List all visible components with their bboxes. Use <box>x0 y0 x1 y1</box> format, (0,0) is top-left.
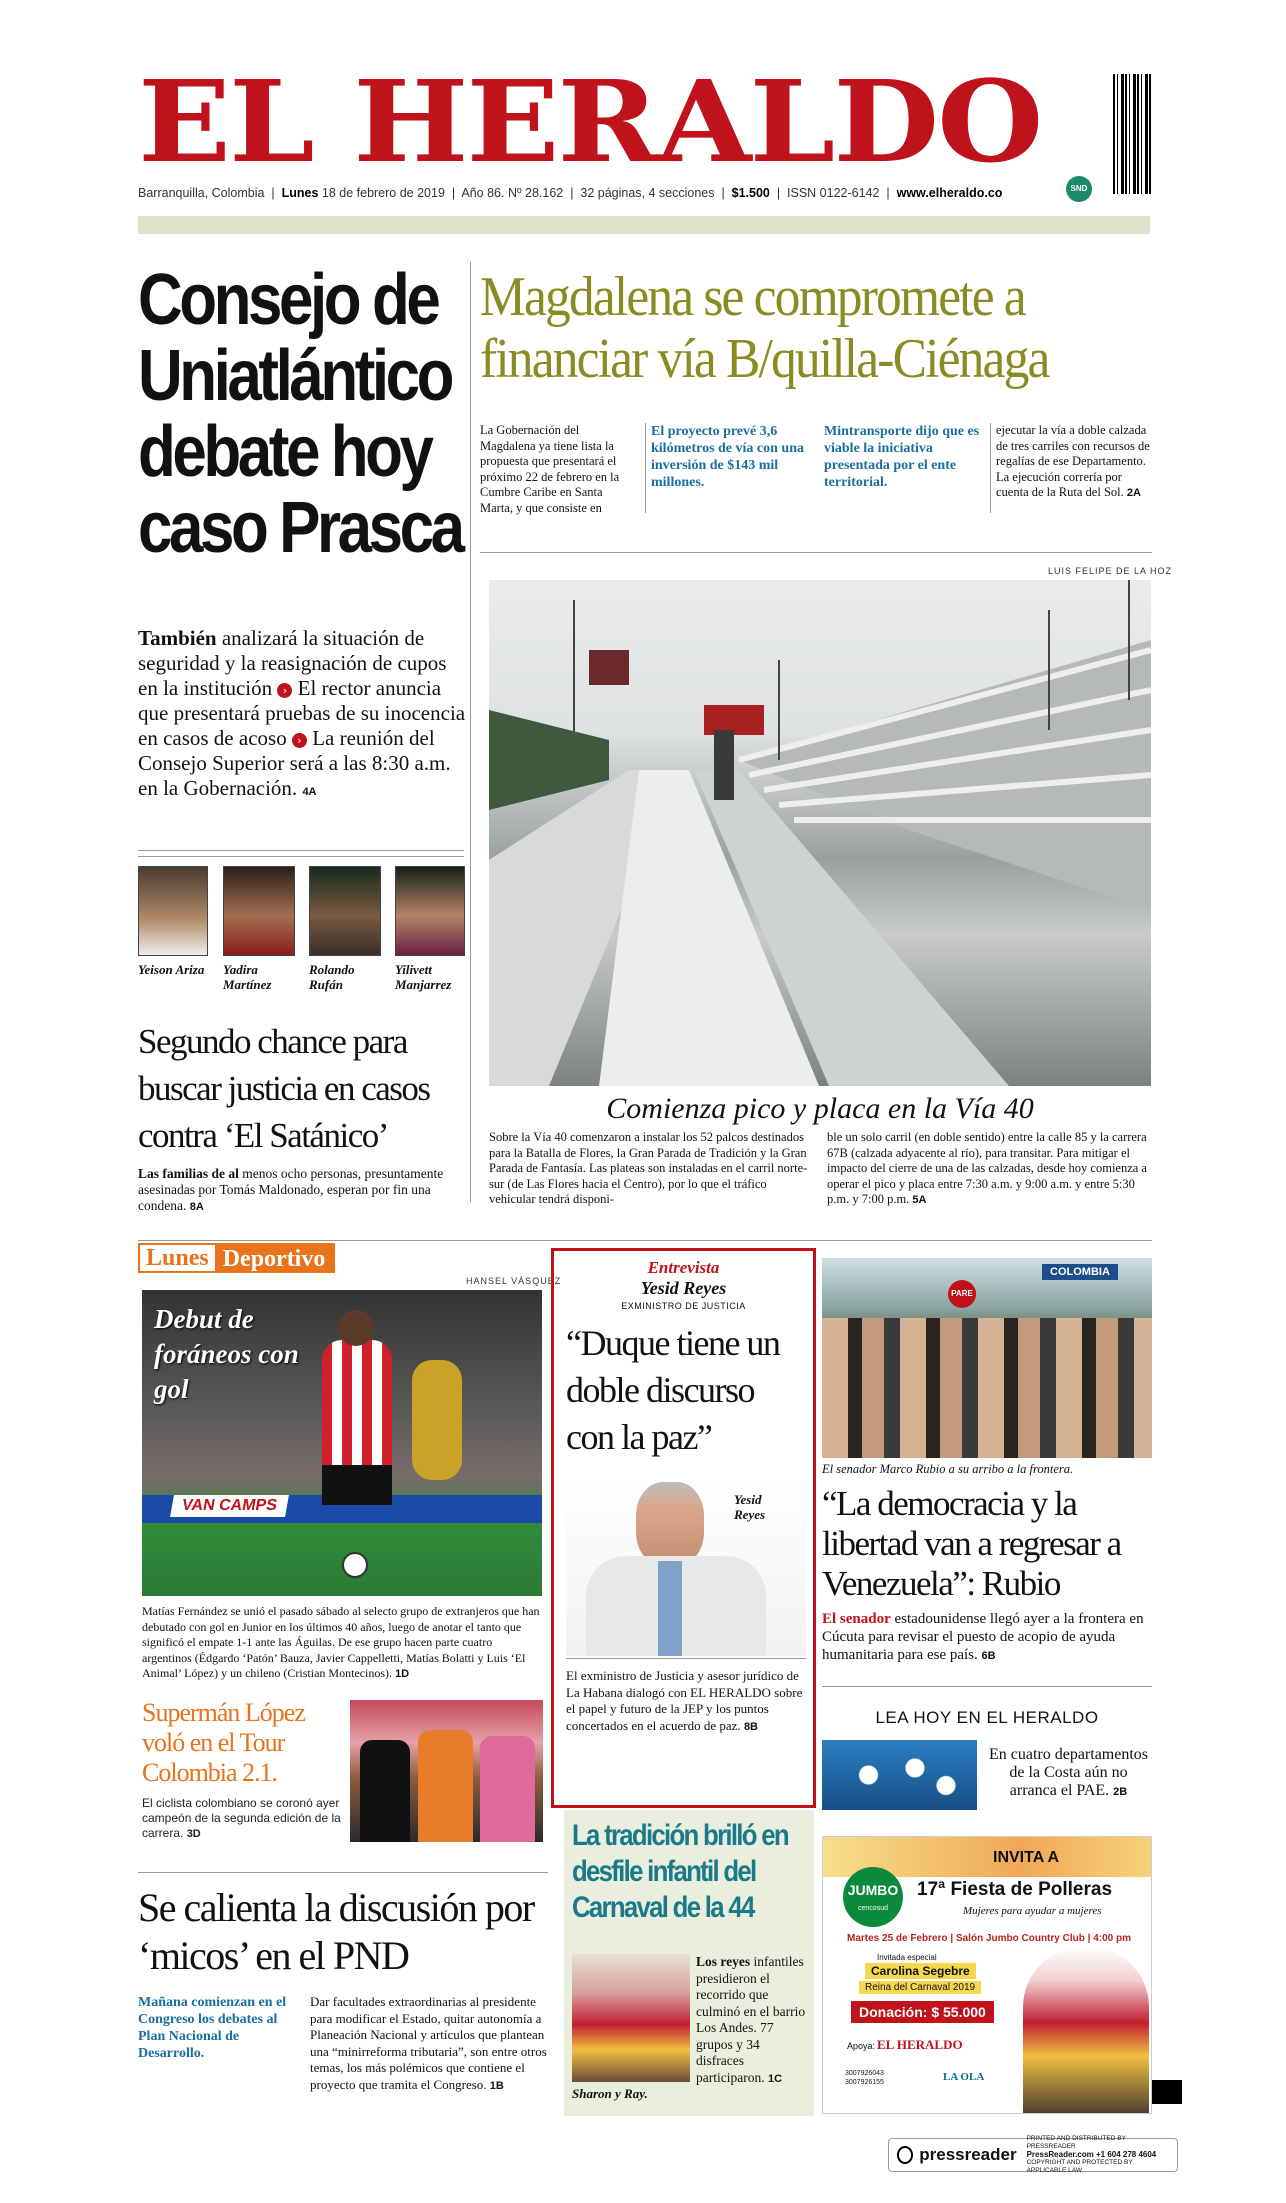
victim-photo <box>395 866 465 956</box>
carnaval-headline[interactable]: La tradición brilló en desfile infantil del Carnaval de la 44 <box>572 1819 788 1924</box>
carnaval-photo[interactable] <box>572 1954 690 2082</box>
snd-logo: SND <box>1066 176 1092 202</box>
arrow-icon: › <box>292 733 307 748</box>
interview-body: El exministro de Justicia y asesor jurídico de La Habana dialogó con EL HERALDO sobre el papel y futuro de la JEP y los puntos concertados en el acuerdo de paz. 8B <box>566 1668 803 1733</box>
carnaval-body: Los reyes infantiles presidieron el recorrido que culminó en el barrio Los Andes. 77 grupos y 34 disfraces participaron. 1C <box>696 1954 806 2085</box>
edition: Año 86. Nº 28.162 <box>461 186 564 200</box>
victim-photo <box>309 866 381 956</box>
victim-photo <box>223 866 295 956</box>
deportivo-photo-title: Debut de foráneos con gol <box>154 1304 299 1404</box>
arrow-icon: › <box>277 683 292 698</box>
photo-credit: HANSEL VÁSQUEZ <box>466 1276 562 1286</box>
date: 18 de febrero de 2019 <box>321 186 445 200</box>
rubio-caption: El senador Marco Rubio a su arribo a la frontera. <box>822 1462 1074 1476</box>
magdalena-col4: ejecutar la vía a doble calzada de tres carriles con recursos de regalías de ese Departamento. La ejecución correría por cuenta de la Ruta del Sol. 2A <box>996 423 1150 499</box>
deportivo-caption: Matías Fernández se unió el pasado sábado al selecto grupo de extranjeros que han debutado con gol en Junior en los últimos 40 años, luego de anotar el tanto que significó el empate 1-1 ante las Águilas. De ese grupo hacen parte cuatro argentinos (Édgardo ‘Patón’ Bauza, Javier Cappelletti, Matías Bolatti y Luis ‘El Animal’ López) y un chileno (Cristian Montecinos). 1D <box>142 1604 540 1680</box>
victim-name: Yilivett Manjarrez <box>395 962 452 992</box>
magdalena-col1: La Gobernación del Magdalena ya tiene lista la propuesta que presentará el próximo 22 de febrero en la Cumbre Caribe en Santa Marta, y que consiste en <box>480 423 620 515</box>
ad-donation: Donación: $ 55.000 <box>851 2001 994 2023</box>
rubio-body: El senador estadounidense llegó ayer a la frontera en Cúcuta para revisar el puesto de acopio de ayuda humanitaria para ese país. 6B <box>822 1611 1144 1663</box>
magdalena-col3: Mintransporte dijo que es viable la iniciativa presentada por el ente territorial. <box>824 424 980 490</box>
city: Barranquilla, Colombia <box>138 186 265 200</box>
magdalena-headline[interactable]: Magdalena se compromete a financiar vía B/quilla-Ciénaga <box>480 266 1049 390</box>
lead-headline[interactable]: Consejo de Uniatlántico debate hoy caso Prasca <box>138 260 462 568</box>
victim-name: Yeison Ariza <box>138 962 205 977</box>
victim-name: Yadira Martínez <box>223 962 272 992</box>
interview-photo-label: Yesid Reyes <box>734 1492 766 1522</box>
pages-info: 32 páginas, 4 secciones <box>580 186 715 200</box>
via40-col2: ble un solo carril (en doble sentido) entre la calle 85 y la carrera 67B (calzada adyacente al río), para transitar. Para mitigar el impacto del cierre de una de las calzadas, desde hoy comienza a operar el pico y placa entre 7:30 a.m. y 9:00 a.m. y entre 5:30 p.m. y 7:00 p.m. 5A <box>827 1130 1147 1206</box>
victim-name: Rolando Rufán <box>309 962 355 992</box>
ad-paper-logo: EL HERALDO <box>877 2037 963 2052</box>
interview-kicker: Entrevista <box>647 1258 720 1277</box>
lead-deck: También analizará la situación de seguridad y la reasignación de cupos en la institución › El rector anuncia que presentará pruebas de su inocencia en casos de acoso › La reunión del Consejo Superior será a las 8:30 a.m. en la Gobernación. 4A <box>138 626 466 800</box>
superman-headline[interactable]: Supermán López voló en el Tour Colombia 2.1. <box>142 1698 305 1787</box>
ball-icon <box>342 1552 368 1578</box>
deportivo-photo[interactable] <box>142 1290 542 1596</box>
issn: ISSN 0122-6142 <box>787 186 880 200</box>
ad-invita: INVITA A <box>993 1849 1060 1866</box>
pnd-body: Dar facultades extraordinarias al presidente para modificar el Estado, quitar autonomía a Planeación Nacional y artículos que plantean una “minirreforma tributaria”, son entre otros temas, los más polémicos que contiene el proyecto que tramita el Congreso. 1B <box>310 1994 547 2092</box>
lea-hoy-photo[interactable] <box>822 1740 977 1810</box>
superman-body: El ciclista colombiano se coronó ayer campeón de la segunda edición de la carrera. 3D <box>142 1796 341 1840</box>
sponsor-board: VAN CAMPS <box>170 1495 289 1517</box>
satanico-body: Las familias de al menos ocho personas, presuntamente asesinadas por Tomás Maldonado, esperan por fin una condena. 8A <box>138 1166 444 1213</box>
ad-event: 17ª Fiesta de Polleras <box>917 1879 1113 1900</box>
ad-guest: Carolina Segebre <box>865 1963 976 1979</box>
sign: COLOMBIA <box>1042 1264 1118 1280</box>
barcode <box>1113 74 1151 194</box>
bleachers-illustration <box>489 580 1151 1086</box>
ad-dancers <box>1023 1947 1149 2114</box>
ad-polleras[interactable]: INVITA A JUMBO cencosud 17ª Fiesta de Polleras Mujeres para ayudar a mujeres Martes 25 de Febrero | Salón Jumbo Country Club | 4:00 pm Invitada especial Carolina Segebre Reina del Carnaval 2019 Donación: $ 55.000 Apoya: EL HERALDO 3007926043 3007926155 LA OLA <box>822 1836 1152 2114</box>
masthead-title: EL HERALDO <box>138 54 1042 188</box>
photo-credit: LUIS FELIPE DE LA HOZ <box>1048 566 1173 576</box>
jumbo-logo: JUMBO <box>843 1867 903 1927</box>
interview-name: Yesid Reyes <box>640 1278 727 1298</box>
rubio-headline[interactable]: “La democracia y la libertad van a regresar a Venezuela”: Rubio <box>822 1484 1121 1603</box>
deportivo-label: Lunes Deportivo <box>138 1243 335 1273</box>
carnaval-caption: Sharon y Ray. <box>572 2086 648 2101</box>
interview-photo[interactable] <box>566 1476 806 1656</box>
interview-quote[interactable]: “Duque tiene un doble discurso con la paz” <box>566 1323 780 1457</box>
dateline: Barranquilla, Colombia | Lunes 18 de febrero de 2019 | Año 86. Nº 28.162 | 32 páginas, 4 secciones | $1.500 | ISSN 0122-6142 | www.elheraldo.co <box>138 186 1003 200</box>
top-color-bar <box>138 216 1150 234</box>
cyclists-photo[interactable] <box>350 1700 543 1842</box>
ad-details: Martes 25 de Febrero | Salón Jumbo Country Club | 4:00 pm <box>847 1933 1131 1944</box>
via40-headline[interactable]: Comienza pico y placa en la Vía 40 <box>606 1092 1034 1125</box>
price: $1.500 <box>731 186 770 200</box>
via40-photo[interactable] <box>489 580 1151 1086</box>
lea-hoy-text[interactable]: En cuatro departamentos de la Costa aún no arranca el PAE. 2B <box>988 1746 1149 1799</box>
lea-hoy-title: LEA HOY EN EL HERALDO <box>875 1708 1099 1727</box>
pnd-headline[interactable]: Se calienta la discusión por ‘micos’ en el PND <box>138 1885 534 1978</box>
pressreader-footer[interactable]: pressreader PRINTED AND DISTRIBUTED BY PRESSREADER PressReader.com +1 604 278 4604 COPYRIGHT AND PROTECTED BY APPLICABLE LAW <box>888 2138 1178 2172</box>
day: Lunes <box>281 186 319 200</box>
stop-sign: PARE <box>948 1280 976 1308</box>
interview-role: EXMINISTRO DE JUSTICIA <box>621 1301 746 1311</box>
magdalena-col2: El proyecto prevé 3,6 kilómetros de vía con una inversión de $143 mil millones. <box>651 424 804 490</box>
victim-photo <box>138 866 208 956</box>
pnd-side: Mañana comienzan en el Congreso los debates al Plan Nacional de Desarrollo. <box>138 1995 287 2061</box>
player-figure <box>322 1340 392 1470</box>
via40-col1: Sobre la Vía 40 comenzaron a instalar los 52 palcos destinados para la Batalla de Flores, la Gran Parada de Tradición y la Gran Parada de Fantasía. Las plateas son instaladas en el carril norte-sur (de Las Flores hacia el Centro), por lo que el tráfico vehicular tendrá disponi- <box>489 1130 808 1206</box>
rubio-photo[interactable] <box>822 1258 1152 1458</box>
website-link[interactable]: www.elheraldo.co <box>896 186 1003 200</box>
pressreader-icon <box>897 2146 913 2164</box>
satanico-headline[interactable]: Segundo chance para buscar justicia en casos contra ‘El Satánico’ <box>138 1022 430 1155</box>
